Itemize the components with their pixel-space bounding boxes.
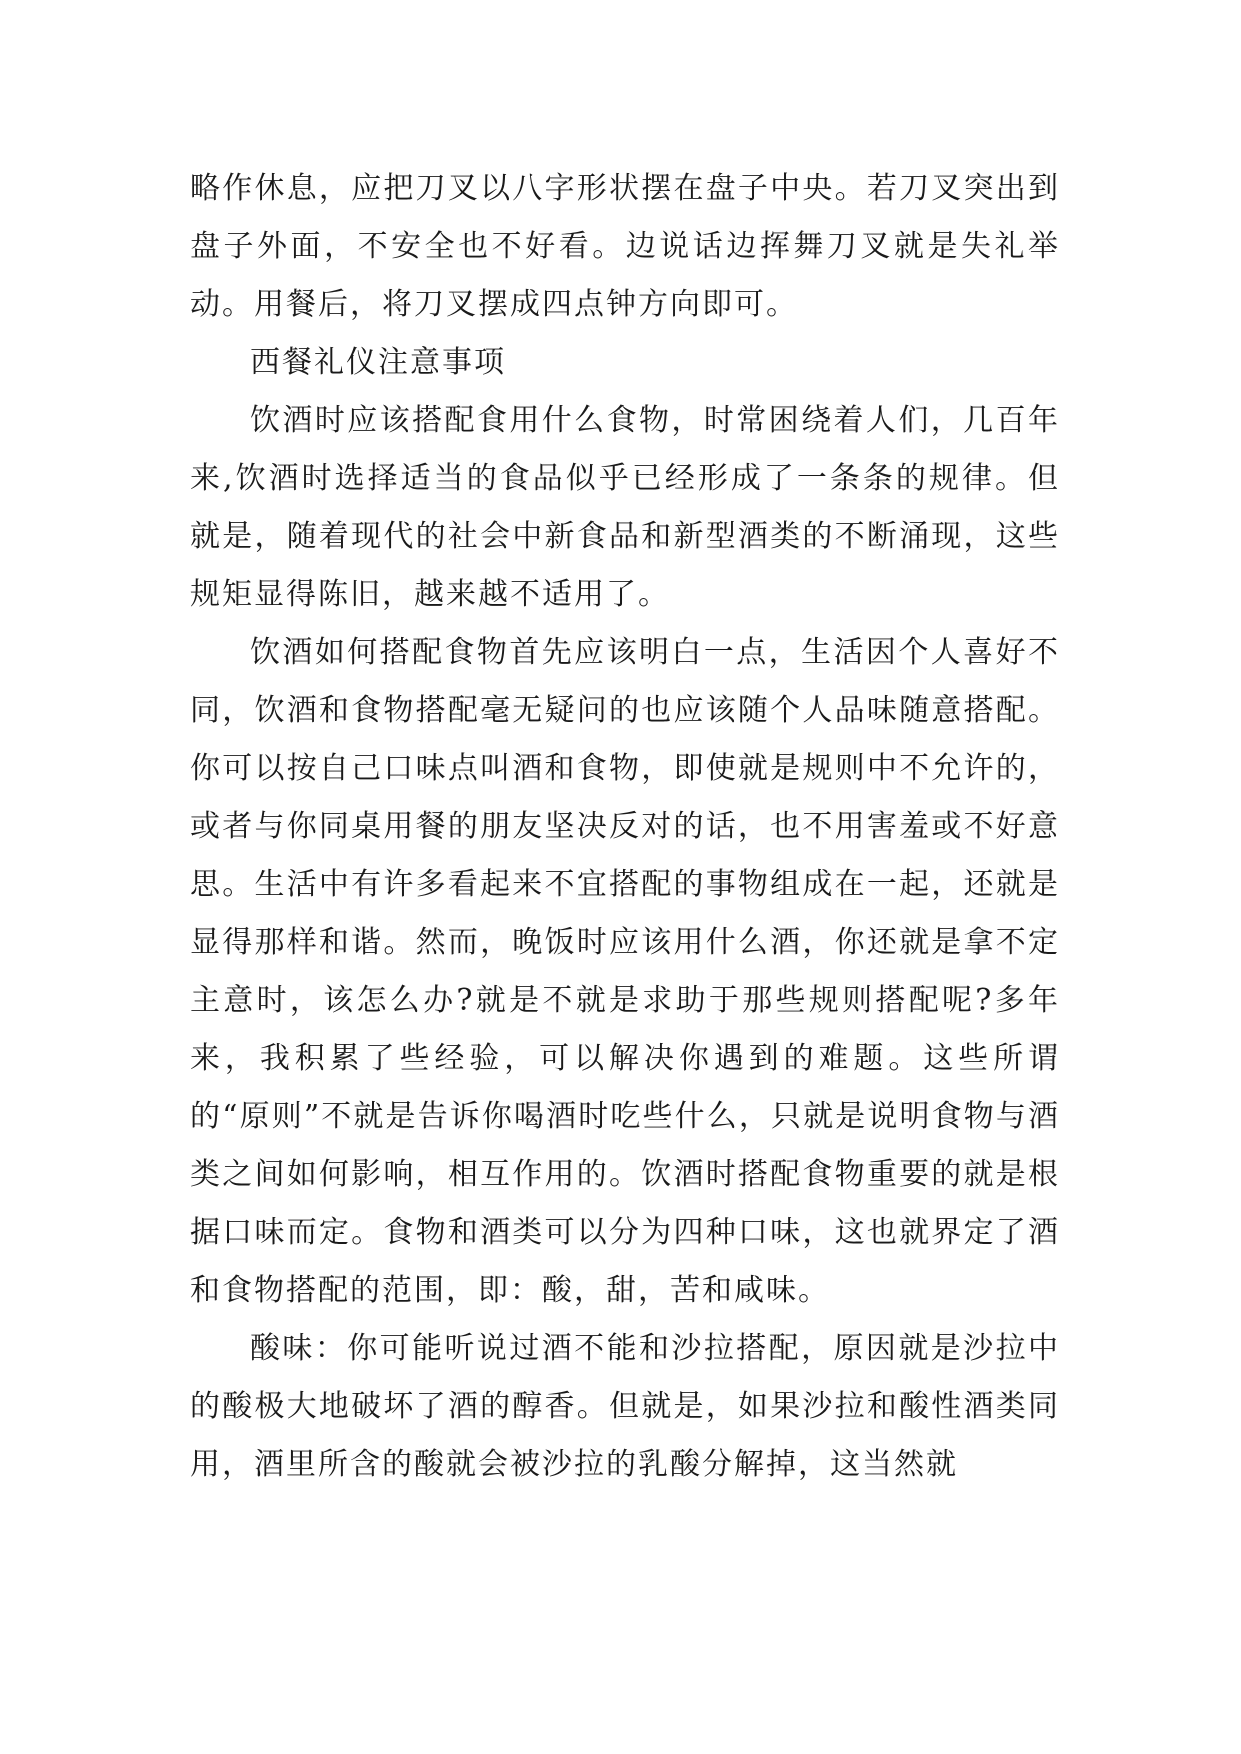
paragraph-continued: 略作休息，应把刀叉以八字形状摆在盘子中央。若刀叉突出到盘子外面，不安全也不好看。边说话边挥舞刀叉就是失礼举动。用餐后，将刀叉摆成四点钟方向即可。: [190, 171, 1060, 322]
body-text: [190, 160, 1060, 1494]
paragraph: 酸味：你可能听说过酒不能和沙拉搭配，原因就是沙拉中的酸极大地破坏了酒的醇香。但就是，如果沙拉和酸性酒类同用，酒里所含的酸就会被沙拉的乳酸分解掉，这当然就: [190, 1331, 1060, 1482]
section-heading: 西餐礼仪注意事项: [250, 345, 506, 380]
paragraph: 饮酒如何搭配食物首先应该明白一点，生活因个人喜好不同，饮酒和食物搭配毫无疑问的也应该随个人品味随意搭配。你可以按自己口味点叫酒和食物，即使就是规则中不允许的，或者与你同桌用餐的朋友坚决反对的话，也不用害羞或不好意思。生活中有许多看起来不宜搭配的事物组成在一起，还就是显得那样和谐。然而，晚饭时应该用什么酒，你还就是拿不定主意时，该怎么办?就是不就是求助于那些规则搭配呢?多年来，我积累了些经验，可以解决你遇到的难题。这些所谓的“原则”不就是告诉你喝酒时吃些什么，只就是说明食物与酒类之间如何影响，相互作用的。饮酒时搭配食物重要的就是根据口味而定。食物和酒类可以分为四种口味，这也就界定了酒和食物搭配的范围，即：酸，甜，苦和咸味。: [190, 635, 1060, 1308]
paragraph: 饮酒时应该搭配食用什么食物，时常困绕着人们，几百年来,饮酒时选择适当的食品似乎已经形成了一条条的规律。但就是，随着现代的社会中新食品和新型酒类的不断涌现，这些规矩显得陈旧，越来越不适用了。: [190, 403, 1060, 612]
